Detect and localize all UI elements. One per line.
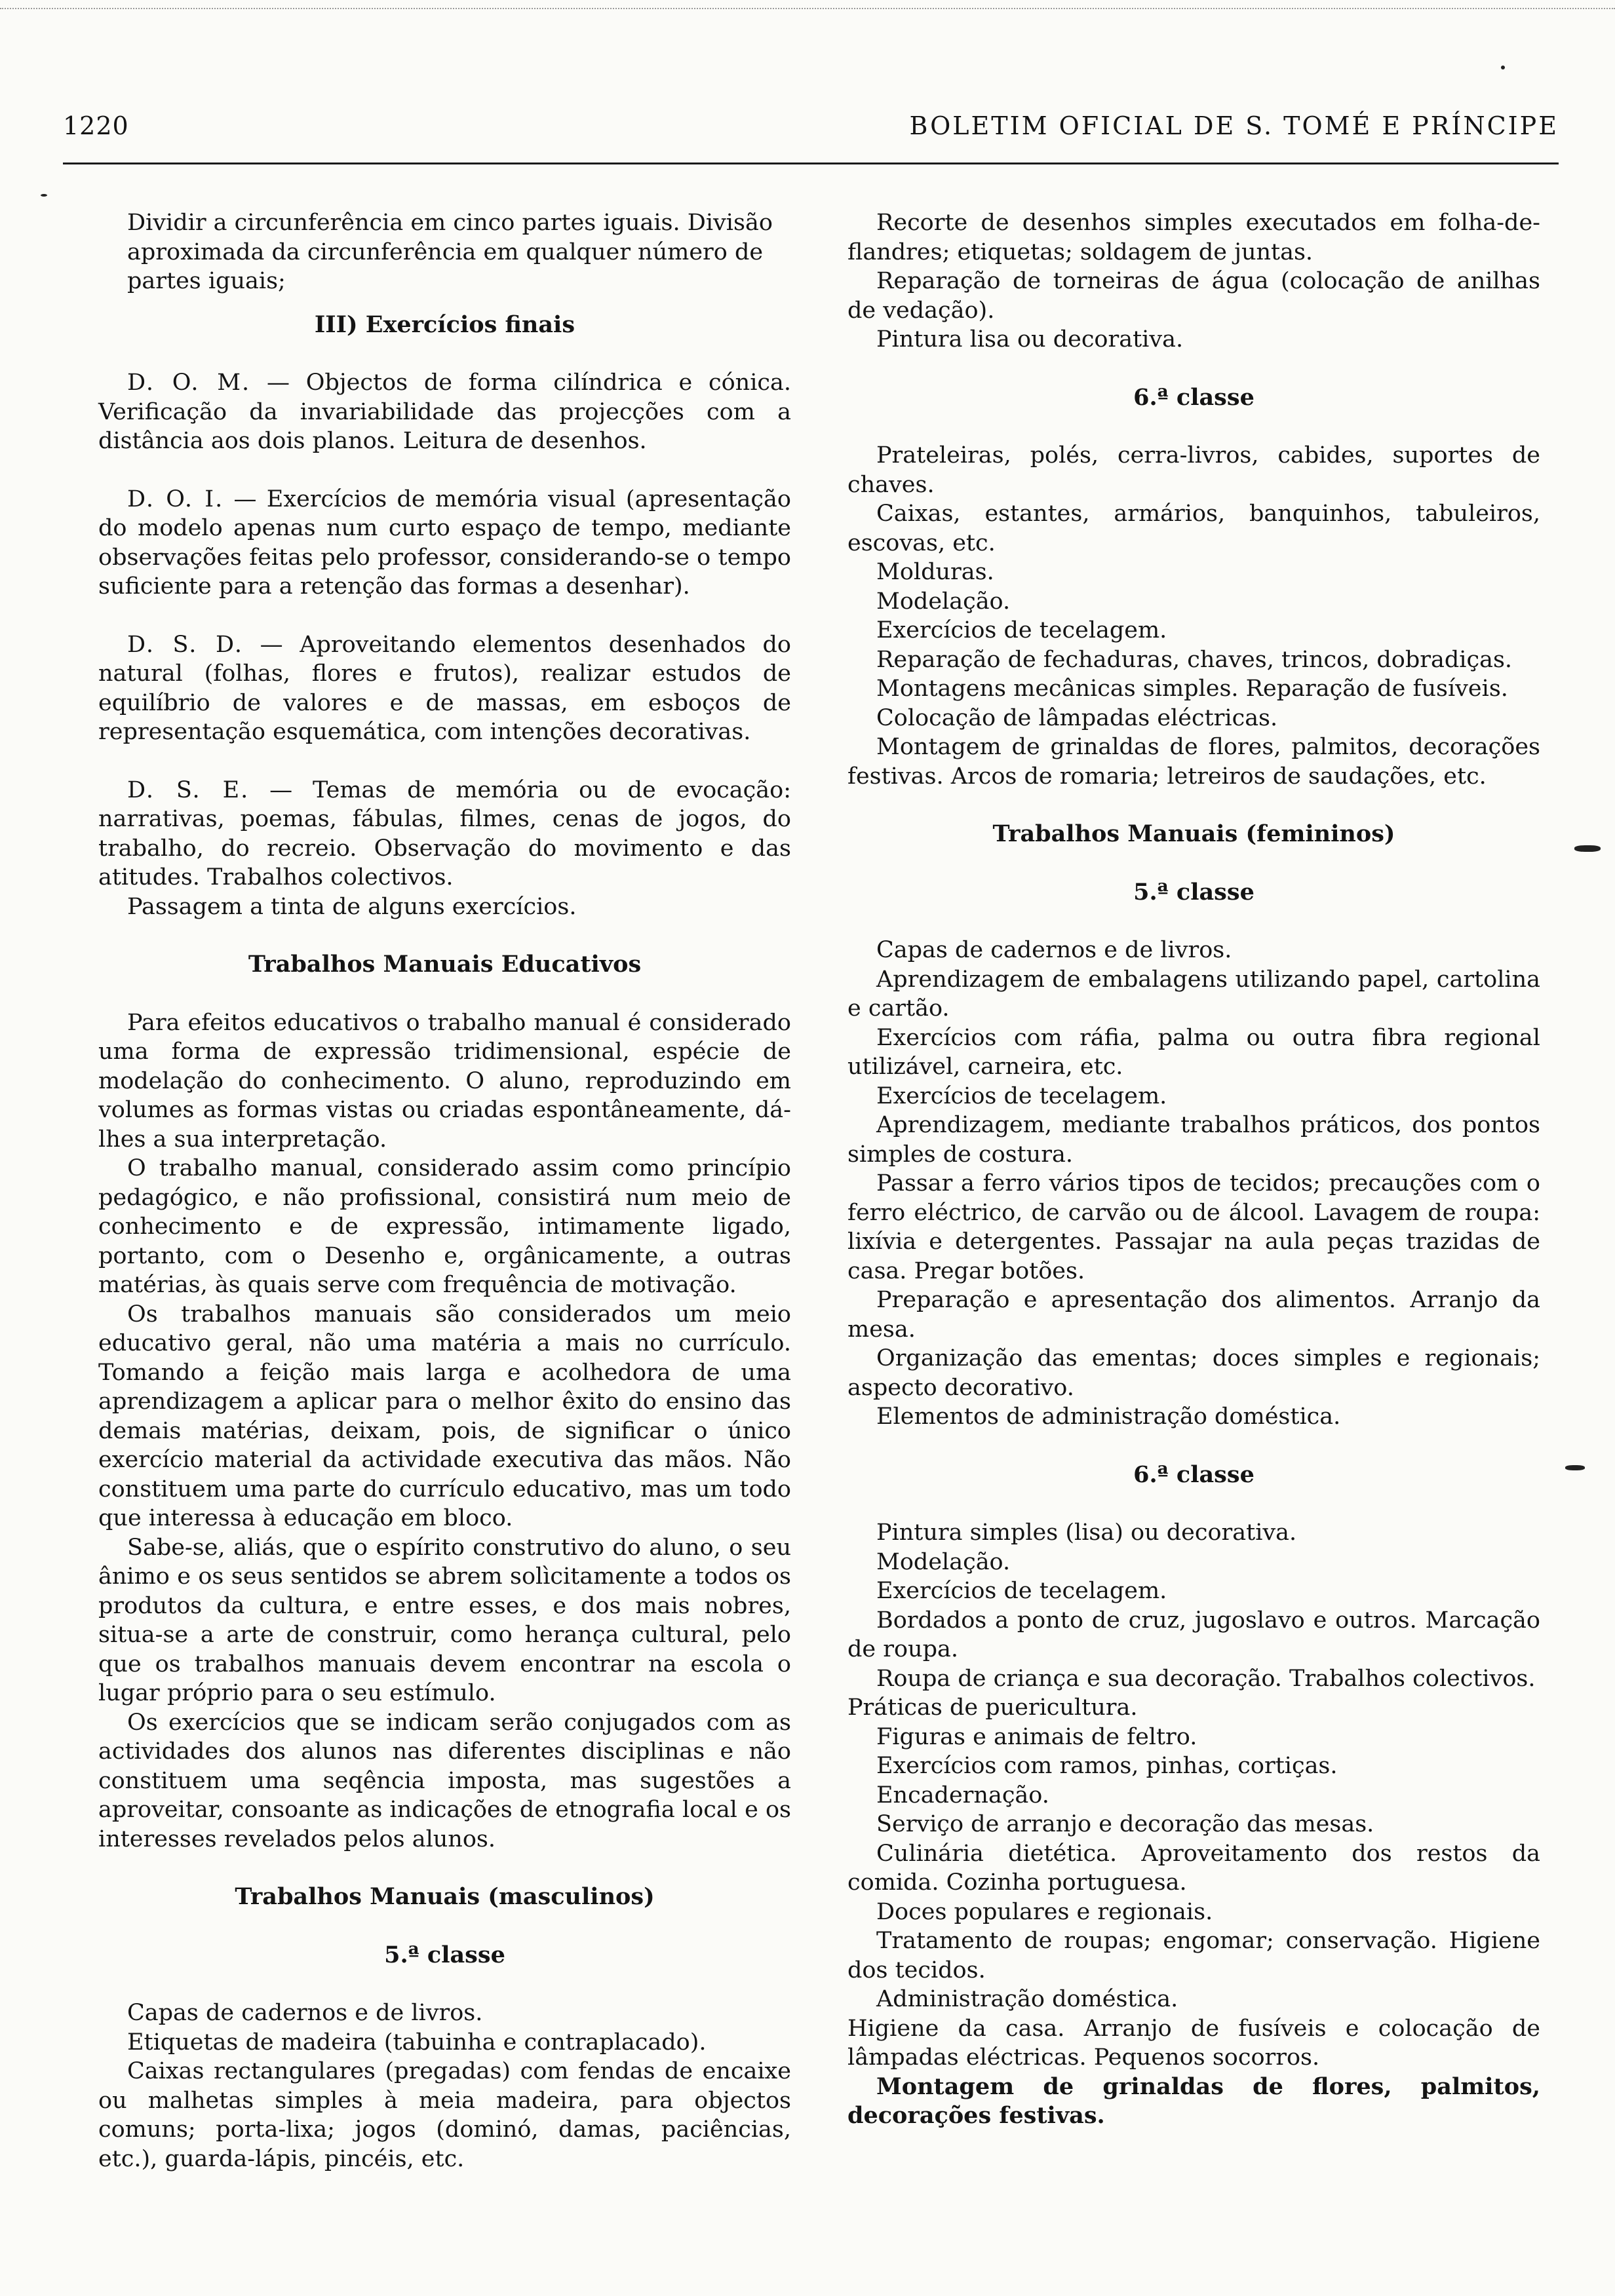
paragraph: Para efeitos educativos o trabalho manual é considerado uma forma de expressão tridimensional, espécie de modelação do conhecimento. O aluno, reproduzindo em volumes as formas vistas ou criadas espontâneamente, dá-lhes a sua interpretação. xyxy=(98,1009,791,1153)
running-title: BOLETIM OFICIAL DE S. TOMÉ E PRÍNCIPE xyxy=(909,111,1559,140)
paragraph: Sabe-se, aliás, que o espírito construtivo do aluno, o seu ânimo e os seus sentidos se abrem solìcitamente a todos os produtos da cultura, e entre esses, e dos mais nobres, situa-se a arte de construir, como herança cultural, pelo que os trabalhos manuais devem encontrar na escola o lugar próprio para o seu estímulo. xyxy=(98,1534,791,1706)
list-item: Reparação de fechaduras, chaves, trincos, dobradiças. xyxy=(876,646,1513,673)
list-item: Etiquetas de madeira (tabuinha e contraplacado). xyxy=(127,2029,707,2056)
list-item: Aprendizagem de embalagens utilizando papel, cartolina e cartão. xyxy=(847,966,1540,1022)
paragraph-dsd xyxy=(98,630,791,747)
list-item: Recorte de desenhos simples executados em folha-de-flandres; etiquetas; soldagem de juntas. xyxy=(847,210,1540,265)
list-item: Preparação e apresentação dos alimentos. Arranjo da mesa. xyxy=(847,1287,1540,1343)
dom-label: D. O. M. xyxy=(127,370,251,396)
list-item: Exercícios de tecelagem. xyxy=(876,1082,1167,1109)
list-item: Doces populares e regionais. xyxy=(876,1898,1213,1925)
paragraph-dse xyxy=(98,776,791,892)
paragraph: Passagem a tinta de alguns exercícios. xyxy=(127,893,577,920)
list-item: Caixas, estantes, armários, banquinhos, tabuleiros, escovas, etc. xyxy=(847,501,1540,556)
list-item: Administração doméstica. xyxy=(876,1986,1178,2012)
doi-label: D. O. I. xyxy=(127,486,224,512)
list-item: Montagens mecânicas simples. Reparação de fusíveis. xyxy=(876,676,1508,702)
list-item: Práticas de puericultura. xyxy=(847,1694,1138,1721)
list-item: Higiene da casa. Arranjo de fusíveis e colocação de lâmpadas eléctricas. Pequenos socorros. xyxy=(847,2015,1540,2071)
class-heading: 6.ª classe xyxy=(1133,1461,1255,1488)
list-item: Aprendizagem, mediante trabalhos práticos, dos pontos simples de costura. xyxy=(847,1112,1540,1168)
section-heading: Trabalhos Manuais Educativos xyxy=(248,951,642,978)
doi-text: — Exercícios de memória visual (apresentação do modelo apenas num curto espaço de tempo, mediante observações feitas pelo professor, considerando-se o tempo suficiente para a retenção das formas a desenhar). xyxy=(98,486,791,600)
list-item: Capas de cadernos e de livros. xyxy=(876,937,1232,963)
list-item: Tratamento de roupas; engomar; conservação. Higiene dos tecidos. xyxy=(847,1928,1540,1983)
page-number: 1220 xyxy=(63,111,129,140)
class-heading: 5.ª classe xyxy=(1133,878,1255,906)
list-item: Montagem de grinaldas de flores, palmitos, decorações festivas. xyxy=(847,2073,1540,2129)
paragraph: Os trabalhos manuais são considerados um meio educativo geral, não uma matéria a mais no currículo. Tomando a feição mais larga e acolhedora de uma aprendizagem a aplicar para o melhor êxito do ensino das demais matérias, deixam, pois, de significar o único exercício material da actividade executiva das mãos. Não constituem uma parte do currículo educativo, mas um todo que interessa à educação em bloco. xyxy=(98,1301,791,1531)
section-heading: III) Exercícios finais xyxy=(314,311,575,338)
paragraph-dom xyxy=(98,368,791,456)
right-column xyxy=(847,208,1540,2131)
list-item: Figuras e animais de feltro. xyxy=(876,1723,1197,1750)
list-item: Reparação de torneiras de água (colocação de anilhas de vedação). xyxy=(847,268,1540,324)
scan-speck xyxy=(1574,845,1601,852)
list-item: Montagem de grinaldas de flores, palmitos, decorações festivas. Arcos de romaria; letreiros de saudações, etc. xyxy=(847,734,1540,790)
list-item: Colocação de lâmpadas eléctricas. xyxy=(876,704,1278,731)
list-item: Molduras. xyxy=(876,559,994,585)
list-item: Bordados a ponto de cruz, jugoslavo e outros. Marcação de roupa. xyxy=(847,1607,1540,1662)
dsd-text: — Aproveitando elementos desenhados do natural (folhas, flores e frutos), realizar estudos de equilíbrio de valores e de massas, em esboços de representação esquemática, com intenções decorativas. xyxy=(98,631,791,745)
list-item: Organização das ementas; doces simples e regionais; aspecto decorativo. xyxy=(847,1345,1540,1401)
list-item: Caixas rectangulares (pregadas) com fendas de encaixe ou malhetas simples à meia madeira, para objectos comuns; porta-lixa; jogos (dominó, damas, paciências, etc.), guarda-lápis, pincéis, etc. xyxy=(98,2058,791,2172)
paragraph: Os exercícios que se indicam serão conjugados com as actividades dos alunos nas diferentes disciplinas e não constituem uma seqência imposta, mas sugestões a aproveitar, consoante as indicações de etnografia local e os interesses revelados pelos alunos. xyxy=(98,1709,791,1852)
list-item: Modelação. xyxy=(876,588,1011,615)
section-heading: Trabalhos Manuais (masculinos) xyxy=(235,1883,655,1910)
scan-speck xyxy=(1501,66,1505,69)
scan-speck xyxy=(1565,1465,1585,1470)
list-item: Capas de cadernos e de livros. xyxy=(127,2000,483,2026)
list-item: Encadernação. xyxy=(876,1782,1049,1808)
scan-speck xyxy=(41,194,47,197)
list-item: Exercícios de tecelagem. xyxy=(876,617,1167,643)
list-item: Pintura simples (lisa) ou decorativa. xyxy=(876,1520,1297,1546)
class-heading: 5.ª classe xyxy=(384,1941,505,1968)
paragraph: Dividir a circunferência em cinco partes iguais. Divisão aproximada da circunferência em qualquer número de partes iguais; xyxy=(127,210,773,294)
header-rule xyxy=(63,163,1559,164)
list-item: Exercícios com ramos, pinhas, cortiças. xyxy=(876,1753,1338,1779)
list-item: Roupa de criança e sua decoração. Trabalhos colectivos. xyxy=(876,1665,1536,1692)
list-item: Culinária dietética. Aproveitamento dos restos da comida. Cozinha portuguesa. xyxy=(847,1840,1540,1896)
dsd-label: D. S. D. xyxy=(127,631,243,658)
dse-text: — Temas de memória ou de evocação: narrativas, poemas, fábulas, filmes, cenas de jogos, do trabalho, do recreio. Observação do movimento e das atitudes. Trabalhos colectivos. xyxy=(98,776,791,890)
list-item: Exercícios de tecelagem. xyxy=(876,1578,1167,1604)
page-header xyxy=(63,111,1559,157)
class-heading: 6.ª classe xyxy=(1133,383,1255,411)
list-item: Prateleiras, polés, cerra-livros, cabides, suportes de chaves. xyxy=(847,442,1540,498)
dse-label: D. S. E. xyxy=(127,776,250,803)
list-item: Passar a ferro vários tipos de tecidos; precauções com o ferro eléctrico, de carvão ou de álcool. Lavagem de roupa: lixívia e detergentes. Passajar na aula peças trazidas de casa. Pregar botões. xyxy=(847,1170,1540,1284)
left-column xyxy=(98,208,791,2173)
dom-text: — Objectos de forma cilíndrica e cónica. Verificação da invariabilidade das projecções com a distância aos dois planos. Leitura de desenhos. xyxy=(98,370,791,454)
list-item: Modelação. xyxy=(876,1548,1011,1575)
list-item: Exercícios com ráfia, palma ou outra fibra regional utilizável, carneira, etc. xyxy=(847,1024,1540,1080)
scan-top-edge xyxy=(0,0,1615,9)
list-item: Pintura lisa ou decorativa. xyxy=(876,326,1184,353)
list-item: Elementos de administração doméstica. xyxy=(876,1404,1341,1430)
list-item: Serviço de arranjo e decoração das mesas. xyxy=(876,1811,1374,1837)
section-heading: Trabalhos Manuais (femininos) xyxy=(992,820,1395,847)
paragraph-doi xyxy=(98,485,791,602)
paragraph: O trabalho manual, considerado assim como princípio pedagógico, e não profissional, consistirá num meio de conhecimento e de expressão, intimamente ligado, portanto, com o Desenho e, orgânicamente, a outras matérias, às quais serve com frequência de motivação. xyxy=(98,1155,791,1298)
